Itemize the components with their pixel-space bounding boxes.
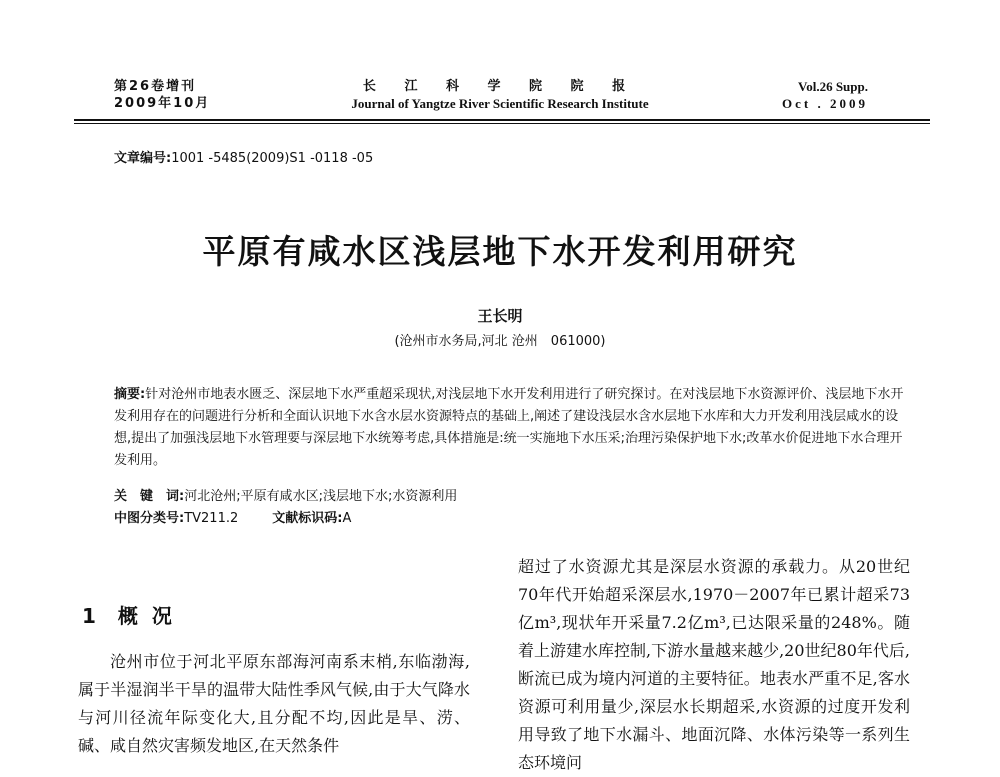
article-number-label: 文章编号: — [114, 151, 172, 166]
doc-code-value: A — [342, 511, 352, 526]
keywords — [114, 486, 457, 508]
abstract-text: 针对沧州市地表水匮乏、深层地下水严重超采现状,对浅层地下水开发利用进行了研究探讨。在对浅层地下水资源评价、浅层地下水开发利用存在的问题进行分析和全面认识地下水含水层水资源特点的基础上,阐述了建设浅层水含水层地下水库和大力开发利用浅层咸水的设想,提出了加强浅层地下水管理要与深层地下水统筹考虑,具体措施是:统一实施地下水压采;治理污染保护地下水;改革水价促进地下水合理开发利用。 — [114, 387, 904, 468]
section-number: 1 — [82, 604, 96, 628]
article-number-value: 1001 -5485(2009)S1 -0118 -05 — [171, 151, 374, 166]
section-title: 概况 — [117, 604, 186, 628]
doc-code-label: 文献标识码: — [272, 511, 343, 526]
keywords-label: 关 键 词: — [114, 489, 185, 504]
section-heading — [82, 600, 186, 629]
volume-cn: 第26卷增刊 — [114, 79, 197, 94]
journal-volume-info-en — [782, 78, 868, 112]
author-affiliation: (沧州市水务局,河北 沧州 061000) — [394, 334, 606, 349]
date-cn: 2009年10月 — [114, 96, 211, 111]
journal-name-en: Journal of Yangtze River Scientific Research Institute — [351, 96, 649, 111]
paper-title: 平原有咸水区浅层地下水开发利用研究 — [202, 232, 798, 271]
header-rule-thick — [74, 119, 930, 121]
journal-name-cn: 长 江 科 学 院 院 报 — [362, 79, 638, 94]
classification-value: TV211.2 — [184, 511, 239, 526]
abstract-label: 摘要: — [114, 387, 146, 402]
abstract — [114, 384, 904, 472]
body-paragraph-right: 超过了水资源尤其是深层水资源的承载力。从20世纪70年代开始超采深层水,1970－2007年已累计超采73亿m³,现状年开采量7.2亿m³,已达限采量的248%。随着上游建水库控制,下游水量越来越少,20世纪80年代后,断流已成为境内河道的主要特征。地表水严重不足,客水资源可利用量少,深层水长期超采,水资源的过度开发利用导致了地下水漏斗、地面沉降、水体污染等一系列生态环境问 — [518, 557, 910, 772]
classification-label: 中图分类号: — [114, 511, 185, 526]
header-rule-thin — [74, 123, 930, 124]
article-number — [114, 147, 373, 166]
volume-en: Vol.26 Supp. — [798, 79, 868, 94]
date-en: Oct . 2009 — [782, 96, 868, 111]
classification — [114, 508, 351, 530]
author-name: 王长明 — [477, 307, 523, 325]
keywords-text: 河北沧州;平原有咸水区;浅层地下水;水资源利用 — [184, 489, 458, 504]
body-paragraph-left: 沧州市位于河北平原东部海河南系末梢,东临渤海,属于半湿润半干旱的温带大陆性季风气候,由于大气降水与河川径流年际变化大,且分配不均,因此是旱、涝、碱、咸自然灾害频发地区,在天然条件 — [78, 652, 470, 755]
